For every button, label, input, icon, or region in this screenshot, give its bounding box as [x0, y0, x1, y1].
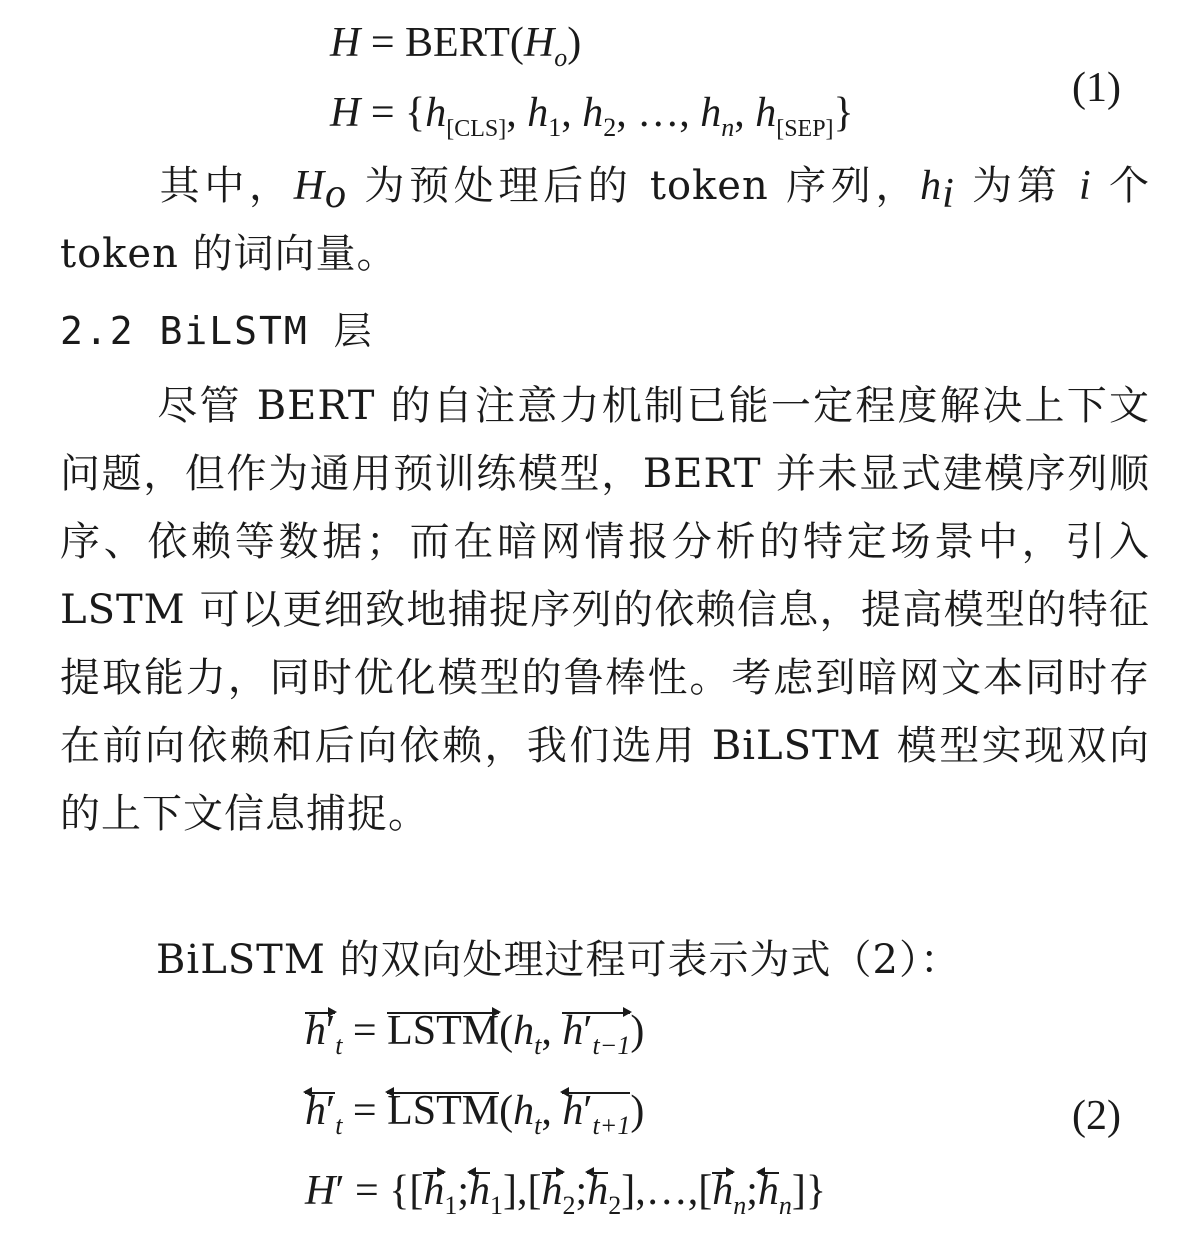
equation-2-number: (2) [1072, 1093, 1121, 1139]
equation-1-line-1: $H = BERT(H_o)$ [330, 20, 582, 72]
paragraph-2: 尽管 BERT 的自注意力机制已能一定程度解决上下文问题，但作为通用预训练模型，BERT 并未显式建模序列顺序、依赖等数据；而在暗网情报分析的特定场景中，引入 LSTM 可以更细致地捕捉序列的依赖信息，提高模型的特征提取能力，同时优化模型的鲁棒性。考虑到暗网文本同时存在前向依赖和后向依赖，我们选用 BiLSTM 模型实现双向的上下文信息捕捉。 [60, 383, 1150, 837]
equation-1-number: (1) [1072, 65, 1121, 111]
equation-2-line-1: $h'_t$ = $LSTM(h_t$, $h'_{t-1}$) [305, 1008, 645, 1060]
equation-2-line-2: $h'_t$ = $LSTM(h_t$, $h'_{t+1}$) [305, 1088, 645, 1140]
section-heading: 2.2 BiLSTM 层 [60, 309, 374, 353]
paragraph-3: BiLSTM 的双向处理过程可表示为式（2）： [156, 937, 961, 983]
paragraph-1: 其中，$H_o$ 为预处理后的 token 序列，$h_i$ 为第 i 个 token 的词向量。 [60, 163, 1150, 277]
equation-1-line-2: $H = \{h_{[CLS]}$, $h_1$, $h_2$, …, $h_n$, $h_{[SEP]}$} [330, 90, 854, 142]
equation-2-line-3: $H' = \{[h_1;h_1],[h_2;h_2],\dots,[h_n;h_n]\}$ [305, 1168, 827, 1220]
